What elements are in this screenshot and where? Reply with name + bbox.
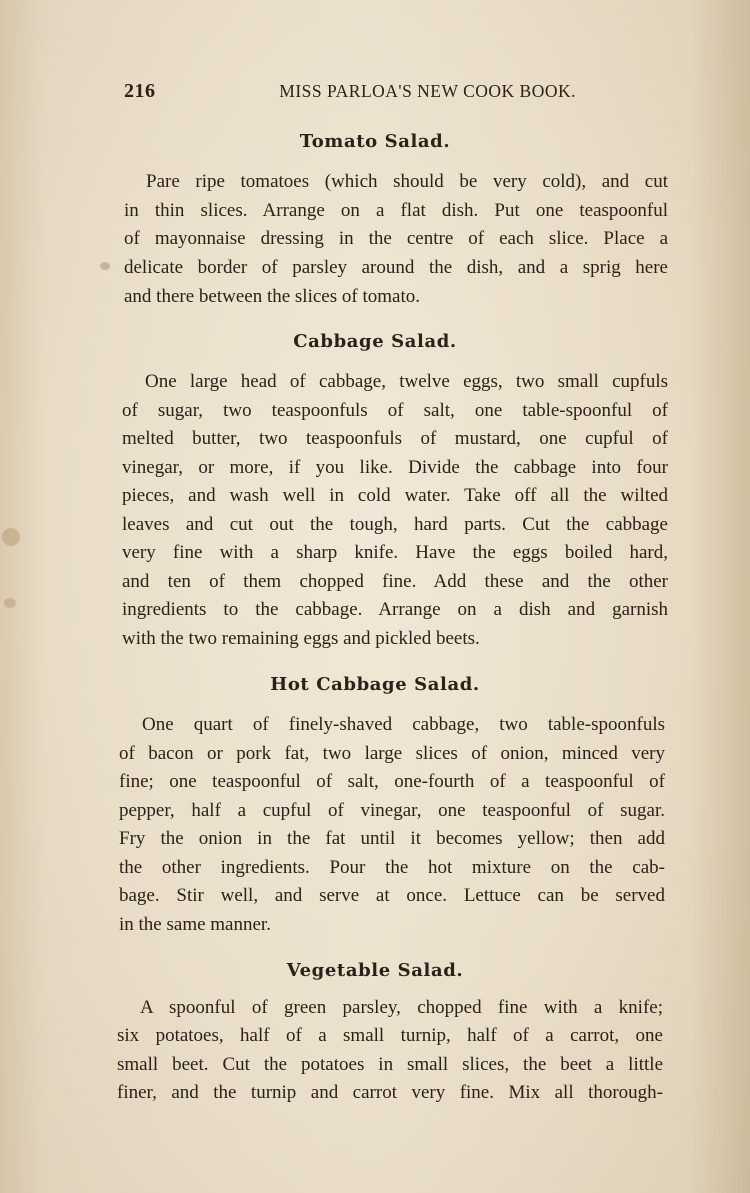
- text-line: vinegar, or more, if you like. Divide the cabbage into four: [122, 457, 668, 478]
- text-line: A spoonful of green parsley, chopped fine with a knife;: [140, 997, 663, 1018]
- text-line: very fine with a sharp knife. Have the eggs boiled hard,: [122, 542, 668, 563]
- page-stain: [2, 528, 20, 546]
- text-line: and ten of them chopped fine. Add these and the other: [122, 571, 668, 592]
- section-heading: Tomato Salad.: [299, 131, 451, 152]
- text-line: Pare ripe tomatoes (which should be very cold), and cut: [146, 171, 668, 192]
- section-heading: Cabbage Salad.: [293, 331, 457, 352]
- text-line: leaves and cut out the tough, hard parts. Cut the cabbage: [122, 514, 668, 535]
- section-heading: Vegetable Salad.: [286, 960, 464, 981]
- text-line: melted butter, two teaspoonfuls of mustard, one cupful of: [122, 428, 668, 449]
- page-number: 216: [124, 80, 156, 102]
- text-line: in thin slices. Arrange on a flat dish. Put one teaspoonful: [124, 200, 668, 221]
- text-line: One large head of cabbage, twelve eggs, two small cupfuls: [145, 371, 668, 392]
- text-line: bage. Stir well, and serve at once. Lettuce can be served: [119, 885, 665, 906]
- text-line: small beet. Cut the potatoes in small slices, the beet a little: [117, 1054, 663, 1075]
- section-heading: Hot Cabbage Salad.: [270, 674, 480, 695]
- text-line: of sugar, two teaspoonfuls of salt, one table-spoonful of: [122, 400, 668, 421]
- text-line: Fry the onion in the fat until it becomes yellow; then add: [119, 828, 665, 849]
- page-header: [124, 80, 576, 104]
- text-line: fine; one teaspoonful of salt, one-fourth of a teaspoonful of: [119, 771, 665, 792]
- text-line: with the two remaining eggs and pickled beets.: [122, 628, 480, 649]
- text-line: the other ingredients. Pour the hot mixture on the cab-: [119, 857, 665, 878]
- text-line: delicate border of parsley around the dish, and a sprig here: [124, 257, 668, 278]
- text-line: of mayonnaise dressing in the centre of each slice. Place a: [124, 228, 668, 249]
- text-line: pepper, half a cupful of vinegar, one teaspoonful of sugar.: [119, 800, 665, 821]
- text-line: of bacon or pork fat, two large slices of onion, minced very: [119, 743, 665, 764]
- text-line: finer, and the turnip and carrot very fine. Mix all thorough-: [117, 1082, 663, 1103]
- text-line: and there between the slices of tomato.: [124, 286, 420, 307]
- text-line: ingredients to the cabbage. Arrange on a dish and garnish: [122, 599, 668, 620]
- text-line: six potatoes, half of a small turnip, half of a carrot, one: [117, 1025, 663, 1046]
- text-line: in the same manner.: [119, 914, 271, 935]
- text-line: One quart of finely-shaved cabbage, two table-spoonfuls: [142, 714, 665, 735]
- running-title: MISS PARLOA'S NEW COOK BOOK.: [279, 81, 576, 101]
- page-stain: [4, 598, 16, 608]
- page-stain: [100, 262, 110, 270]
- text-line: pieces, and wash well in cold water. Take off all the wilted: [122, 485, 668, 506]
